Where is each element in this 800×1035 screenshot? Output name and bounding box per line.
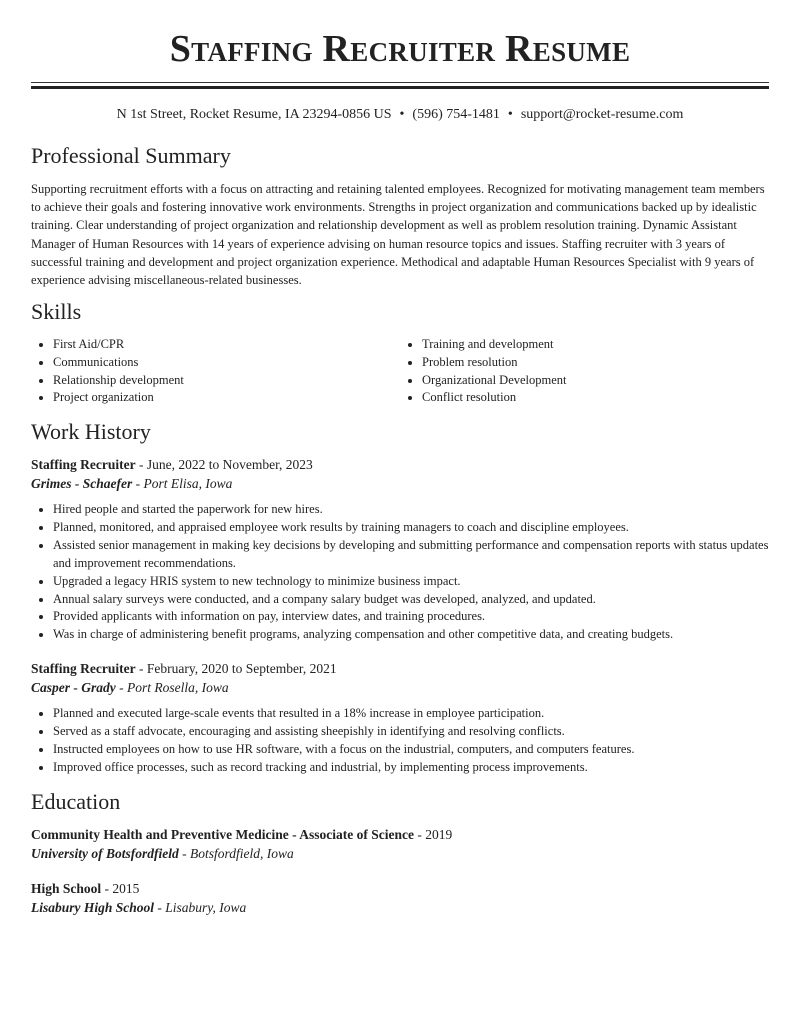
- job-location: - Port Elisa, Iowa: [132, 476, 233, 491]
- job-dates: - June, 2022 to November, 2023: [135, 457, 313, 472]
- skill-item: • Organizational Development: [422, 372, 769, 390]
- header-divider-thin: [31, 82, 769, 83]
- job-entry: [31, 659, 769, 777]
- contact-address: N 1st Street, Rocket Resume, IA 23294-0856 US: [116, 107, 392, 122]
- skill-item: • Relationship development: [53, 372, 400, 390]
- skill-item: • Project organization: [53, 389, 400, 407]
- skills-column-right: [400, 336, 769, 407]
- skills-heading: Skills: [31, 299, 82, 324]
- job-title: Staffing Recruiter: [31, 457, 136, 472]
- education-institution: [31, 898, 769, 917]
- contact-line: [31, 106, 769, 124]
- education-school: Lisabury High School: [31, 900, 155, 915]
- job-dates: - February, 2020 to September, 2021: [135, 661, 337, 676]
- job-duty: • Improved office processes, such as record tracking and industrial, by implementing process improvements.: [53, 759, 769, 777]
- header-divider-thick: [31, 86, 769, 89]
- job-duty: • Served as a staff advocate, encouraging and assisting sheepishly in identifying and resolving conflicts.: [53, 723, 769, 741]
- job-duty: • Hired people and started the paperwork for new hires.: [53, 501, 769, 519]
- job-duty: • Planned and executed large-scale events that resulted in a 18% increase in employee participation.: [53, 705, 769, 723]
- job-title: Staffing Recruiter: [31, 661, 136, 676]
- education-location: - Lisabury, Iowa: [154, 900, 247, 915]
- contact-separator: •: [399, 107, 405, 122]
- job-company: Casper - Grady: [31, 680, 116, 695]
- job-company: Grimes - Schaefer: [31, 476, 133, 491]
- job-employer: [31, 474, 769, 493]
- summary-heading: Professional Summary: [31, 143, 231, 168]
- education-year: - 2019: [413, 827, 453, 842]
- skill-item: • Communications: [53, 354, 400, 372]
- skills-list: [31, 336, 769, 407]
- education-heading: Education: [31, 789, 121, 814]
- education-year: - 2015: [101, 881, 140, 896]
- summary-section: [31, 143, 769, 289]
- work-history-heading: Work History: [31, 419, 151, 444]
- job-duty: • Instructed employees on how to use HR software, with a focus on the industrial, computers, and computers features.: [53, 741, 769, 759]
- contact-separator: •: [507, 107, 513, 122]
- contact-phone: (596) 754-1481: [412, 107, 500, 122]
- education-header: [31, 879, 769, 898]
- job-header: [31, 659, 769, 678]
- skill-item: • Conflict resolution: [422, 389, 769, 407]
- education-entry: [31, 825, 769, 863]
- job-location: - Port Rosella, Iowa: [115, 680, 229, 695]
- summary-text: Supporting recruitment efforts with a focus on attracting and retaining talented employees. Recognized for motivating management team members to achieve their goals and fostering innovative work environments. Strengths in project organization and communications backed up by idealistic training. Clear understanding of project organization and relationship development as well as problem resolution training. Dynamic Assistant Manager of Human Resources with 14 years of experience advising on human resource topics and issues. Staffing recruiter with 3 years of successful training and development and project organization experience. Methodical and adaptable Human Resources Specialist with 9 years of experience advising miscellaneous-related businesses.: [31, 182, 765, 288]
- job-duty: • Provided applicants with information on pay, interview dates, and training procedures.: [53, 608, 769, 626]
- job-duty: • Assisted senior management in making key decisions by developing and submitting performance and compensation reports with status updates and improvement recommendations.: [53, 537, 769, 573]
- job-employer: [31, 678, 769, 697]
- education-degree: High School: [31, 881, 102, 896]
- job-duty: • Was in charge of administering benefit programs, analyzing compensation and other competitive data, and creating budgets.: [53, 626, 769, 644]
- education-location: - Botsfordfield, Iowa: [178, 846, 294, 861]
- work-history-heading-block: [31, 419, 769, 445]
- education-institution: [31, 844, 769, 863]
- skill-item: • Training and development: [422, 336, 769, 354]
- resume-title: Staffing Recruiter Resume: [169, 28, 631, 70]
- contact-email: support@rocket-resume.com: [520, 107, 684, 122]
- job-entry: [31, 455, 769, 644]
- job-header: [31, 455, 769, 474]
- education-degree: Community Health and Preventive Medicine - Associate of Science: [31, 827, 414, 842]
- education-heading-block: [31, 789, 769, 815]
- skills-section: [31, 299, 769, 407]
- education-entry: [31, 879, 769, 917]
- education-header: [31, 825, 769, 844]
- skill-item: • Problem resolution: [422, 354, 769, 372]
- job-duty: • Upgraded a legacy HRIS system to new technology to minimize business impact.: [53, 573, 769, 591]
- skills-column-left: [31, 336, 400, 407]
- skill-item: • First Aid/CPR: [53, 336, 400, 354]
- job-duties: [31, 705, 769, 777]
- job-duty: • Annual salary surveys were conducted, and a company salary budget was developed, analyzed, and updated.: [53, 591, 769, 609]
- job-duty: • Planned, monitored, and appraised employee work results by training managers to coach and discipline employees.: [53, 519, 769, 537]
- education-school: University of Botsfordfield: [31, 846, 179, 861]
- job-duties: [31, 501, 769, 644]
